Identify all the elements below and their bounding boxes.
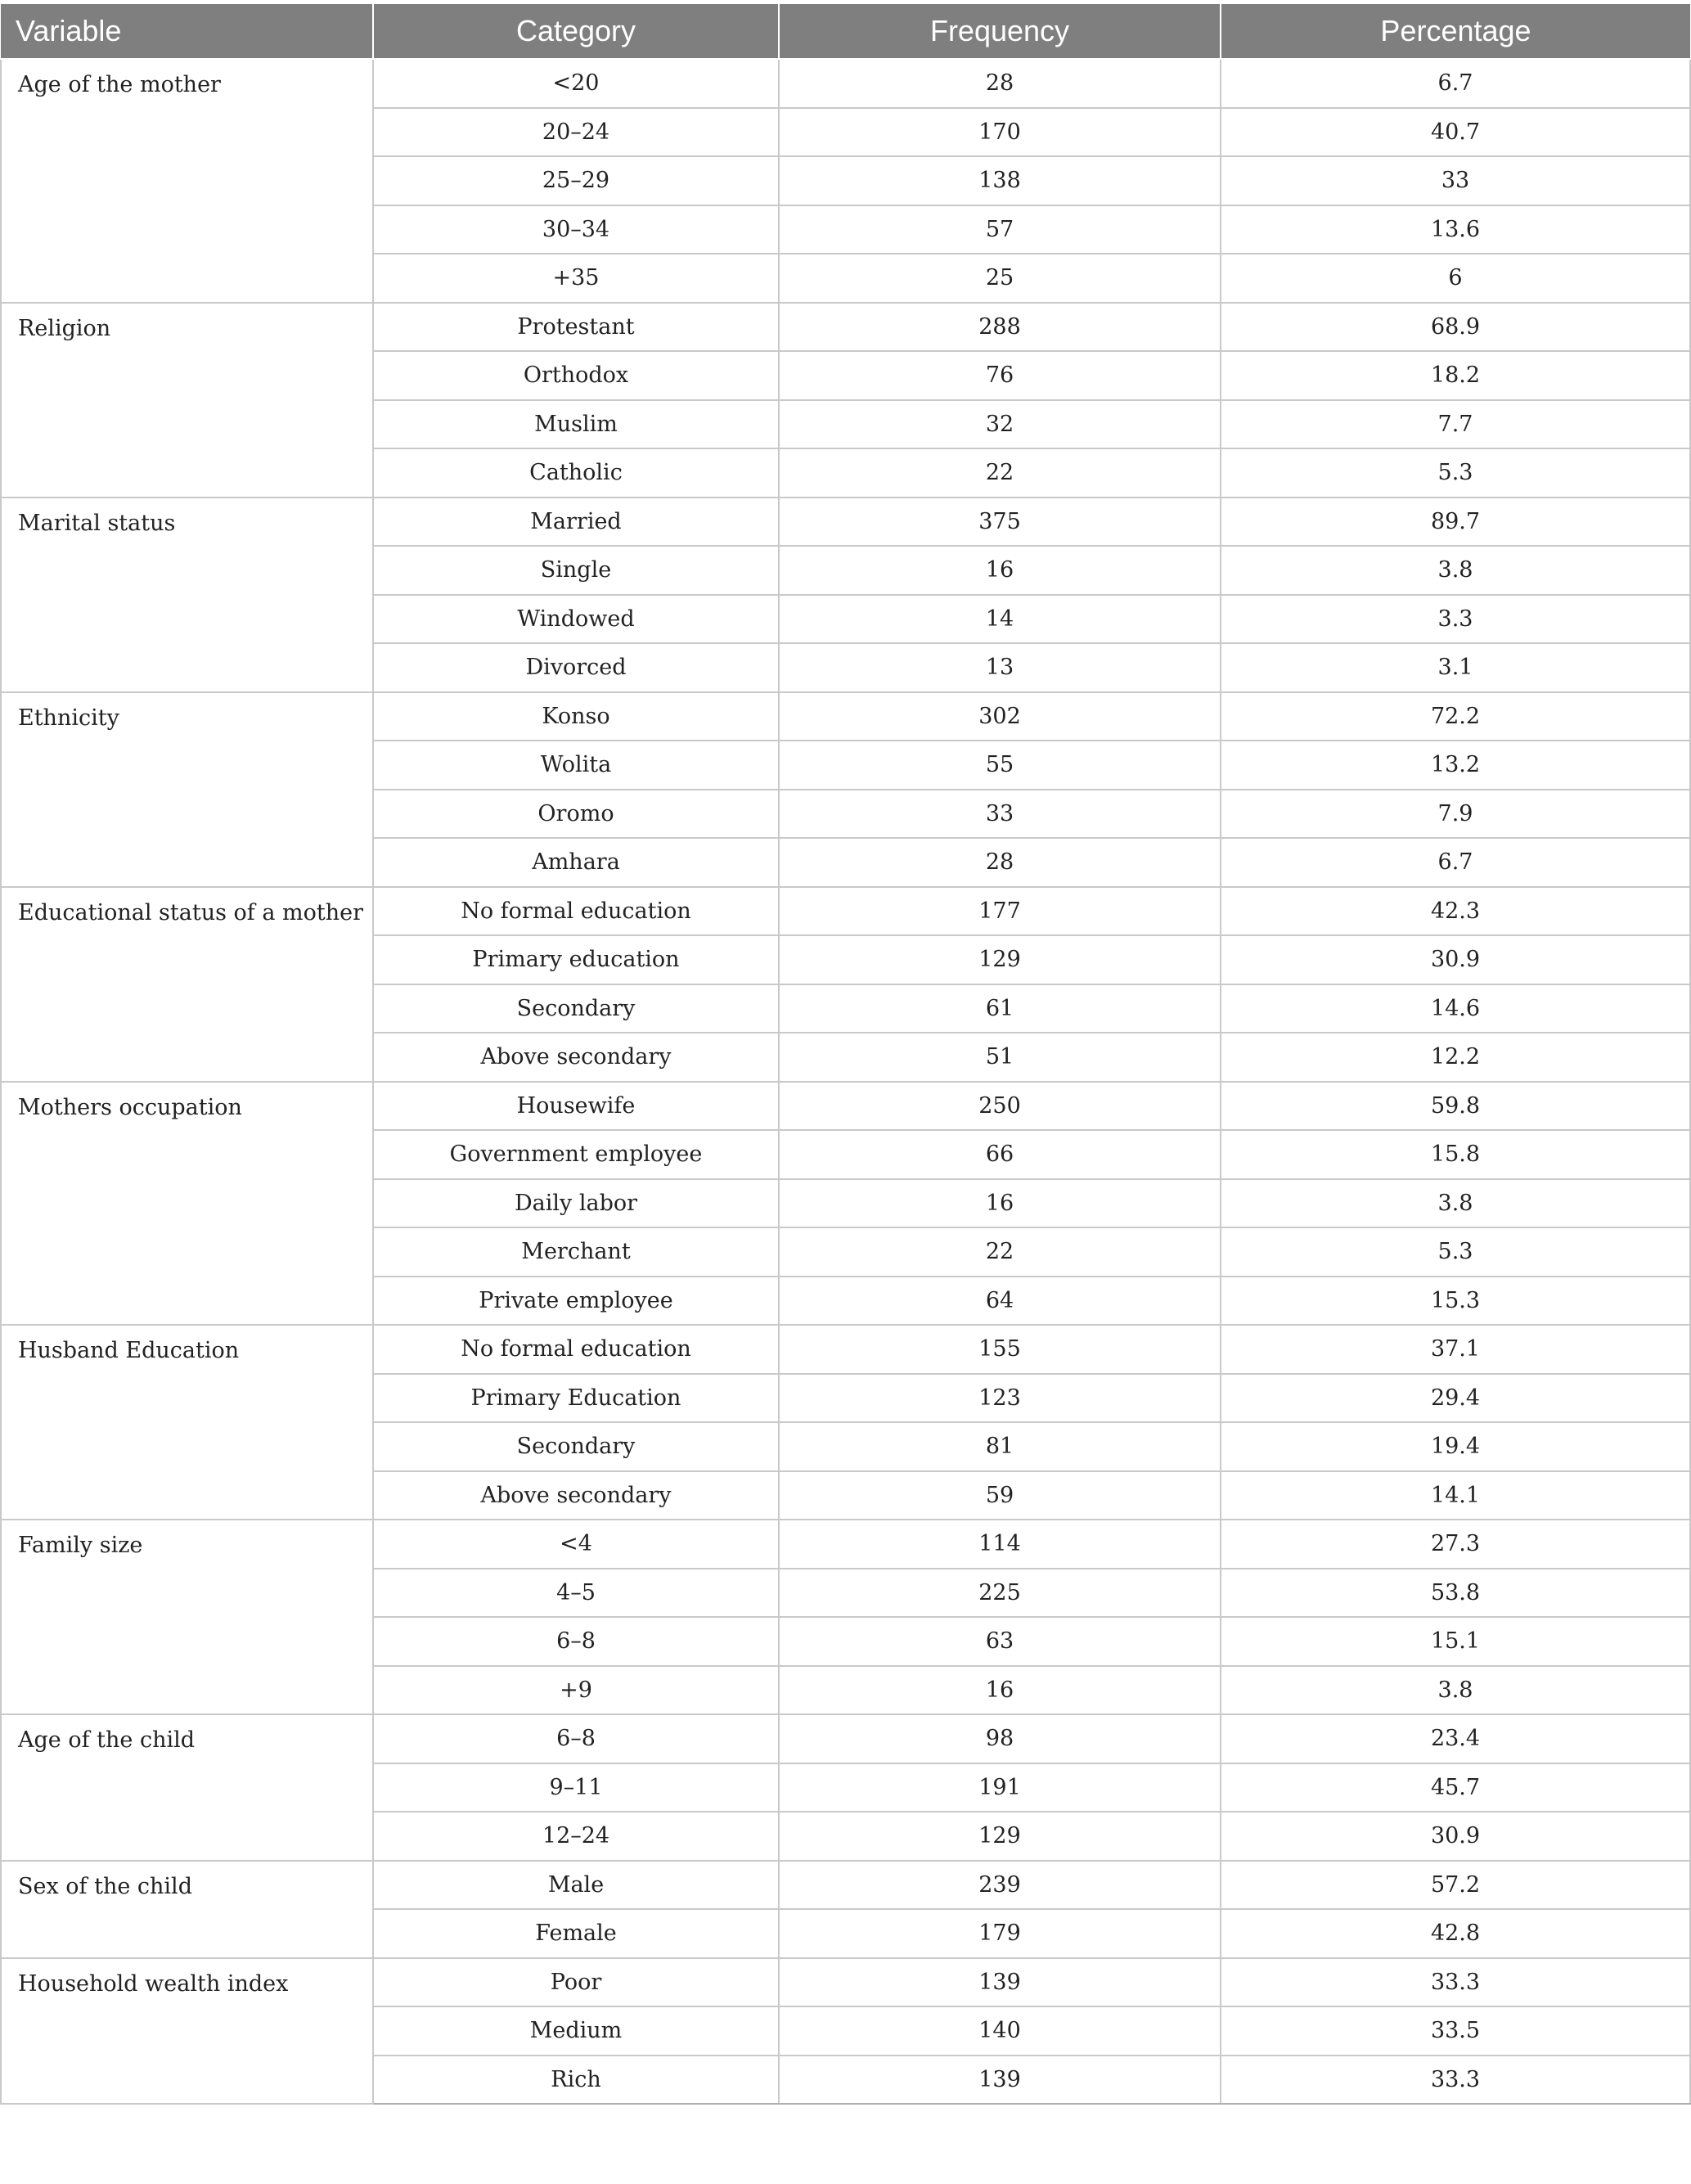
table-row xyxy=(1,1958,1690,2007)
category-cell: Single xyxy=(373,546,779,595)
category-cell: Muslim xyxy=(373,400,779,449)
frequency-cell: 191 xyxy=(779,1763,1221,1812)
category-cell: Daily labor xyxy=(373,1179,779,1228)
category-cell: <20 xyxy=(373,59,779,108)
frequency-cell: 138 xyxy=(779,156,1221,205)
frequency-cell: 28 xyxy=(779,59,1221,108)
percentage-cell: 23.4 xyxy=(1221,1714,1690,1763)
sociodemographic-table xyxy=(0,4,1691,2105)
percentage-cell: 30.9 xyxy=(1221,935,1690,984)
category-cell: Konso xyxy=(373,692,779,741)
table-body xyxy=(1,59,1690,2104)
percentage-cell: 5.3 xyxy=(1221,448,1690,498)
category-cell: Female xyxy=(373,1909,779,1958)
category-cell: Above secondary xyxy=(373,1033,779,1082)
table-row xyxy=(1,59,1690,108)
header-percentage: Percentage xyxy=(1221,4,1690,59)
frequency-cell: 140 xyxy=(779,2006,1221,2056)
category-cell: Married xyxy=(373,498,779,547)
category-cell: 6–8 xyxy=(373,1617,779,1666)
table-row xyxy=(1,498,1690,547)
percentage-cell: 3.8 xyxy=(1221,1179,1690,1228)
frequency-cell: 129 xyxy=(779,935,1221,984)
frequency-cell: 129 xyxy=(779,1812,1221,1861)
category-cell: Male xyxy=(373,1861,779,1910)
percentage-cell: 40.7 xyxy=(1221,108,1690,157)
percentage-cell: 5.3 xyxy=(1221,1227,1690,1277)
frequency-cell: 22 xyxy=(779,448,1221,498)
percentage-cell: 68.9 xyxy=(1221,303,1690,352)
category-cell: <4 xyxy=(373,1520,779,1569)
category-cell: No formal education xyxy=(373,887,779,936)
header-row xyxy=(1,4,1690,59)
table-row xyxy=(1,1325,1690,1374)
category-cell: 12–24 xyxy=(373,1812,779,1861)
percentage-cell: 45.7 xyxy=(1221,1763,1690,1812)
frequency-cell: 288 xyxy=(779,303,1221,352)
table-row xyxy=(1,1082,1690,1131)
percentage-cell: 12.2 xyxy=(1221,1033,1690,1082)
variable-cell: Ethnicity xyxy=(1,692,373,887)
frequency-cell: 28 xyxy=(779,838,1221,887)
percentage-cell: 59.8 xyxy=(1221,1082,1690,1131)
percentage-cell: 33.5 xyxy=(1221,2006,1690,2056)
category-cell: 9–11 xyxy=(373,1763,779,1812)
category-cell: Government employee xyxy=(373,1130,779,1179)
frequency-cell: 139 xyxy=(779,2056,1221,2105)
percentage-cell: 33.3 xyxy=(1221,2056,1690,2105)
table-row xyxy=(1,303,1690,352)
frequency-cell: 33 xyxy=(779,790,1221,839)
category-cell: No formal education xyxy=(373,1325,779,1374)
category-cell: Amhara xyxy=(373,838,779,887)
category-cell: Secondary xyxy=(373,1422,779,1471)
frequency-cell: 25 xyxy=(779,254,1221,303)
variable-cell: Age of the mother xyxy=(1,59,373,303)
category-cell: Windowed xyxy=(373,595,779,644)
percentage-cell: 14.6 xyxy=(1221,984,1690,1033)
frequency-cell: 66 xyxy=(779,1130,1221,1179)
frequency-cell: 55 xyxy=(779,741,1221,790)
frequency-cell: 155 xyxy=(779,1325,1221,1374)
percentage-cell: 15.1 xyxy=(1221,1617,1690,1666)
frequency-cell: 123 xyxy=(779,1374,1221,1423)
percentage-cell: 53.8 xyxy=(1221,1569,1690,1618)
category-cell: +35 xyxy=(373,254,779,303)
category-cell: Catholic xyxy=(373,448,779,498)
category-cell: Oromo xyxy=(373,790,779,839)
frequency-cell: 179 xyxy=(779,1909,1221,1958)
percentage-cell: 72.2 xyxy=(1221,692,1690,741)
frequency-cell: 61 xyxy=(779,984,1221,1033)
percentage-cell: 18.2 xyxy=(1221,351,1690,400)
category-cell: Poor xyxy=(373,1958,779,2007)
percentage-cell: 30.9 xyxy=(1221,1812,1690,1861)
variable-cell: Educational status of a mother xyxy=(1,887,373,1082)
category-cell: Housewife xyxy=(373,1082,779,1131)
percentage-cell: 29.4 xyxy=(1221,1374,1690,1423)
table-row xyxy=(1,887,1690,936)
percentage-cell: 6.7 xyxy=(1221,59,1690,108)
table-row xyxy=(1,692,1690,741)
category-cell: Protestant xyxy=(373,303,779,352)
percentage-cell: 3.1 xyxy=(1221,643,1690,692)
frequency-cell: 22 xyxy=(779,1227,1221,1277)
category-cell: Private employee xyxy=(373,1277,779,1326)
percentage-cell: 33 xyxy=(1221,156,1690,205)
percentage-cell: 14.1 xyxy=(1221,1471,1690,1520)
variable-cell: Family size xyxy=(1,1520,373,1714)
percentage-cell: 33.3 xyxy=(1221,1958,1690,2007)
table-row xyxy=(1,1520,1690,1569)
percentage-cell: 37.1 xyxy=(1221,1325,1690,1374)
header-category: Category xyxy=(373,4,779,59)
percentage-cell: 19.4 xyxy=(1221,1422,1690,1471)
frequency-cell: 177 xyxy=(779,887,1221,936)
category-cell: 30–34 xyxy=(373,205,779,254)
variable-cell: Mothers occupation xyxy=(1,1082,373,1326)
category-cell: 6–8 xyxy=(373,1714,779,1763)
percentage-cell: 42.8 xyxy=(1221,1909,1690,1958)
category-cell: Orthodox xyxy=(373,351,779,400)
percentage-cell: 6 xyxy=(1221,254,1690,303)
table-row xyxy=(1,1861,1690,1910)
percentage-cell: 57.2 xyxy=(1221,1861,1690,1910)
category-cell: Secondary xyxy=(373,984,779,1033)
frequency-cell: 98 xyxy=(779,1714,1221,1763)
category-cell: Above secondary xyxy=(373,1471,779,1520)
percentage-cell: 3.3 xyxy=(1221,595,1690,644)
variable-cell: Husband Education xyxy=(1,1325,373,1520)
frequency-cell: 16 xyxy=(779,1179,1221,1228)
category-cell: +9 xyxy=(373,1666,779,1715)
frequency-cell: 250 xyxy=(779,1082,1221,1131)
percentage-cell: 89.7 xyxy=(1221,498,1690,547)
frequency-cell: 16 xyxy=(779,546,1221,595)
category-cell: Wolita xyxy=(373,741,779,790)
frequency-cell: 302 xyxy=(779,692,1221,741)
percentage-cell: 7.9 xyxy=(1221,790,1690,839)
frequency-cell: 76 xyxy=(779,351,1221,400)
category-cell: Primary Education xyxy=(373,1374,779,1423)
category-cell: Merchant xyxy=(373,1227,779,1277)
variable-cell: Household wealth index xyxy=(1,1958,373,2105)
frequency-cell: 81 xyxy=(779,1422,1221,1471)
category-cell: 20–24 xyxy=(373,108,779,157)
frequency-cell: 139 xyxy=(779,1958,1221,2007)
percentage-cell: 15.8 xyxy=(1221,1130,1690,1179)
category-cell: Medium xyxy=(373,2006,779,2056)
category-cell: Rich xyxy=(373,2056,779,2105)
variable-cell: Age of the child xyxy=(1,1714,373,1861)
frequency-cell: 239 xyxy=(779,1861,1221,1910)
category-cell: 4–5 xyxy=(373,1569,779,1618)
frequency-cell: 225 xyxy=(779,1569,1221,1618)
frequency-cell: 170 xyxy=(779,108,1221,157)
header-frequency: Frequency xyxy=(779,4,1221,59)
percentage-cell: 13.2 xyxy=(1221,741,1690,790)
percentage-cell: 27.3 xyxy=(1221,1520,1690,1569)
percentage-cell: 42.3 xyxy=(1221,887,1690,936)
percentage-cell: 13.6 xyxy=(1221,205,1690,254)
percentage-cell: 3.8 xyxy=(1221,546,1690,595)
table-row xyxy=(1,1714,1690,1763)
frequency-cell: 114 xyxy=(779,1520,1221,1569)
category-cell: Divorced xyxy=(373,643,779,692)
percentage-cell: 7.7 xyxy=(1221,400,1690,449)
category-cell: Primary education xyxy=(373,935,779,984)
frequency-cell: 51 xyxy=(779,1033,1221,1082)
header-variable: Variable xyxy=(1,4,373,59)
frequency-cell: 375 xyxy=(779,498,1221,547)
category-cell: 25–29 xyxy=(373,156,779,205)
frequency-cell: 64 xyxy=(779,1277,1221,1326)
frequency-cell: 13 xyxy=(779,643,1221,692)
variable-cell: Marital status xyxy=(1,498,373,692)
frequency-cell: 63 xyxy=(779,1617,1221,1666)
percentage-cell: 3.8 xyxy=(1221,1666,1690,1715)
table-header xyxy=(1,4,1690,59)
percentage-cell: 15.3 xyxy=(1221,1277,1690,1326)
frequency-cell: 57 xyxy=(779,205,1221,254)
percentage-cell: 6.7 xyxy=(1221,838,1690,887)
variable-cell: Sex of the child xyxy=(1,1861,373,1958)
frequency-cell: 14 xyxy=(779,595,1221,644)
frequency-cell: 16 xyxy=(779,1666,1221,1715)
frequency-cell: 59 xyxy=(779,1471,1221,1520)
frequency-cell: 32 xyxy=(779,400,1221,449)
variable-cell: Religion xyxy=(1,303,373,498)
